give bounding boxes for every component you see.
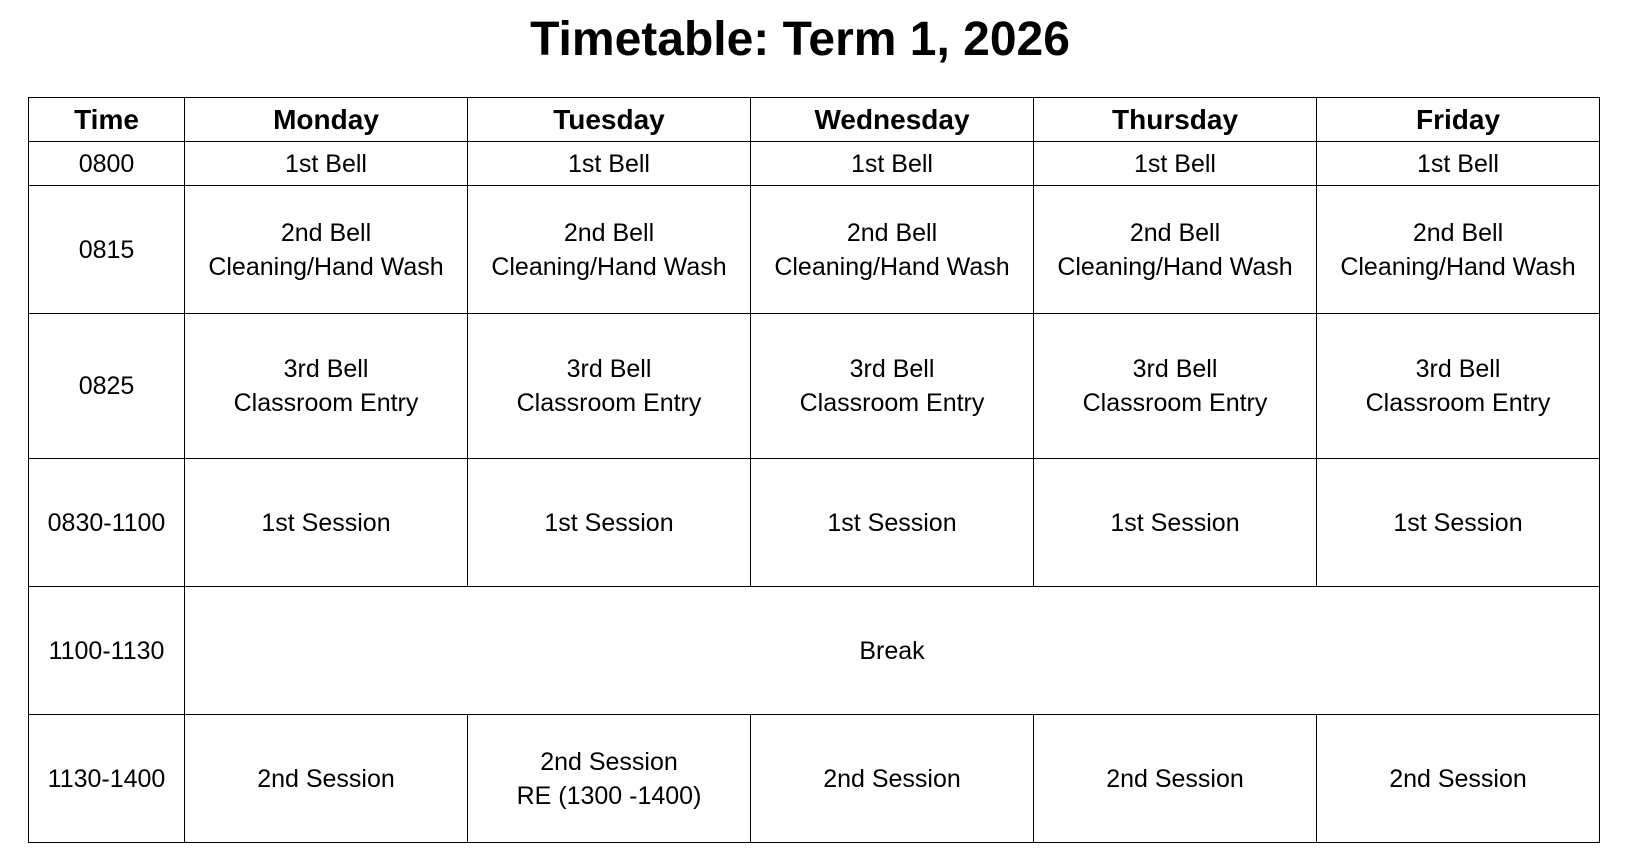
cell-line: 2nd Bell <box>563 218 655 247</box>
time-cell: 0815 <box>29 186 185 314</box>
cell-line: 3rd Bell <box>283 355 369 383</box>
cell-line: 3rd Bell <box>849 355 935 383</box>
schedule-cell <box>468 314 751 459</box>
time-cell: 1100-1130 <box>29 587 185 715</box>
schedule-cell <box>751 459 1034 587</box>
schedule-cell <box>1034 186 1317 314</box>
header-row <box>29 98 1600 142</box>
timetable <box>28 97 1600 843</box>
header-thursday: Thursday <box>1034 98 1317 142</box>
schedule-cell <box>468 186 751 314</box>
header-friday: Friday <box>1317 98 1600 142</box>
table-row <box>29 715 1600 843</box>
cell-line: Classroom Entry <box>516 389 702 417</box>
cell-line: Cleaning/Hand Wash <box>208 252 444 281</box>
time-cell: 0830-1100 <box>29 459 185 587</box>
cell-line: 2nd Session <box>1106 764 1244 793</box>
cell-line: 1st Bell <box>1417 149 1499 178</box>
cell-line: 2nd Bell <box>1129 218 1221 247</box>
cell-line: 1st Session <box>1110 508 1240 537</box>
cell-line: 1st Session <box>544 508 674 537</box>
cell-line: 1st Bell <box>568 149 650 178</box>
table-row <box>29 186 1600 314</box>
schedule-cell <box>1317 314 1600 459</box>
cell-line: 3rd Bell <box>566 355 652 383</box>
cell-line: RE (1300 -1400) <box>516 781 702 810</box>
time-cell: 0800 <box>29 142 185 186</box>
schedule-cell <box>1034 142 1317 186</box>
cell-line: 3rd Bell <box>1132 355 1218 383</box>
schedule-cell <box>1034 715 1317 843</box>
table-row <box>29 142 1600 186</box>
cell-line: 1st Bell <box>851 149 933 178</box>
cell-line: 1st Bell <box>1134 149 1216 178</box>
cell-line: 2nd Session <box>1389 764 1527 793</box>
page-title: Timetable: Term 1, 2026 <box>530 13 1070 66</box>
schedule-cell <box>751 314 1034 459</box>
cell-line: Cleaning/Hand Wash <box>1057 252 1293 281</box>
schedule-cell <box>751 715 1034 843</box>
time-cell: 0825 <box>29 314 185 459</box>
header-monday: Monday <box>185 98 468 142</box>
cell-line: Classroom Entry <box>1365 389 1551 417</box>
table-row <box>29 587 1600 715</box>
time-cell: 1130-1400 <box>29 715 185 843</box>
cell-line: 1st Session <box>1393 508 1523 537</box>
cell-line: Cleaning/Hand Wash <box>774 252 1010 281</box>
schedule-cell <box>751 142 1034 186</box>
header-tuesday: Tuesday <box>468 98 751 142</box>
schedule-cell <box>468 142 751 186</box>
cell-line: 1st Bell <box>285 149 367 178</box>
cell-line: 2nd Session <box>823 764 961 793</box>
schedule-cell <box>185 142 468 186</box>
cell-line: 2nd Session <box>540 747 678 776</box>
cell-line: 3rd Bell <box>1415 355 1501 383</box>
cell-line: Classroom Entry <box>233 389 419 417</box>
schedule-cell <box>1034 314 1317 459</box>
table-row <box>29 459 1600 587</box>
schedule-cell <box>185 186 468 314</box>
cell-line: 2nd Session <box>257 764 395 793</box>
header-time: Time <box>29 98 185 142</box>
schedule-cell <box>751 186 1034 314</box>
cell-line: Classroom Entry <box>799 389 985 417</box>
schedule-cell <box>1317 715 1600 843</box>
schedule-cell <box>185 459 468 587</box>
cell-line: Classroom Entry <box>1082 389 1268 417</box>
schedule-cell <box>468 715 751 843</box>
schedule-cell <box>1317 186 1600 314</box>
cell-line: 2nd Bell <box>280 218 372 247</box>
schedule-cell <box>1034 459 1317 587</box>
cell-line: 2nd Bell <box>1412 218 1504 247</box>
schedule-cell <box>468 459 751 587</box>
break-cell: Break <box>185 587 1600 715</box>
schedule-cell <box>185 314 468 459</box>
header-wednesday: Wednesday <box>751 98 1034 142</box>
schedule-cell <box>1317 459 1600 587</box>
cell-line: Cleaning/Hand Wash <box>491 252 727 281</box>
schedule-cell <box>1317 142 1600 186</box>
table-row <box>29 314 1600 459</box>
cell-line: Cleaning/Hand Wash <box>1340 252 1576 281</box>
cell-line: 1st Session <box>827 508 957 537</box>
cell-line: 2nd Bell <box>846 218 938 247</box>
schedule-cell <box>185 715 468 843</box>
cell-line: 1st Session <box>261 508 391 537</box>
